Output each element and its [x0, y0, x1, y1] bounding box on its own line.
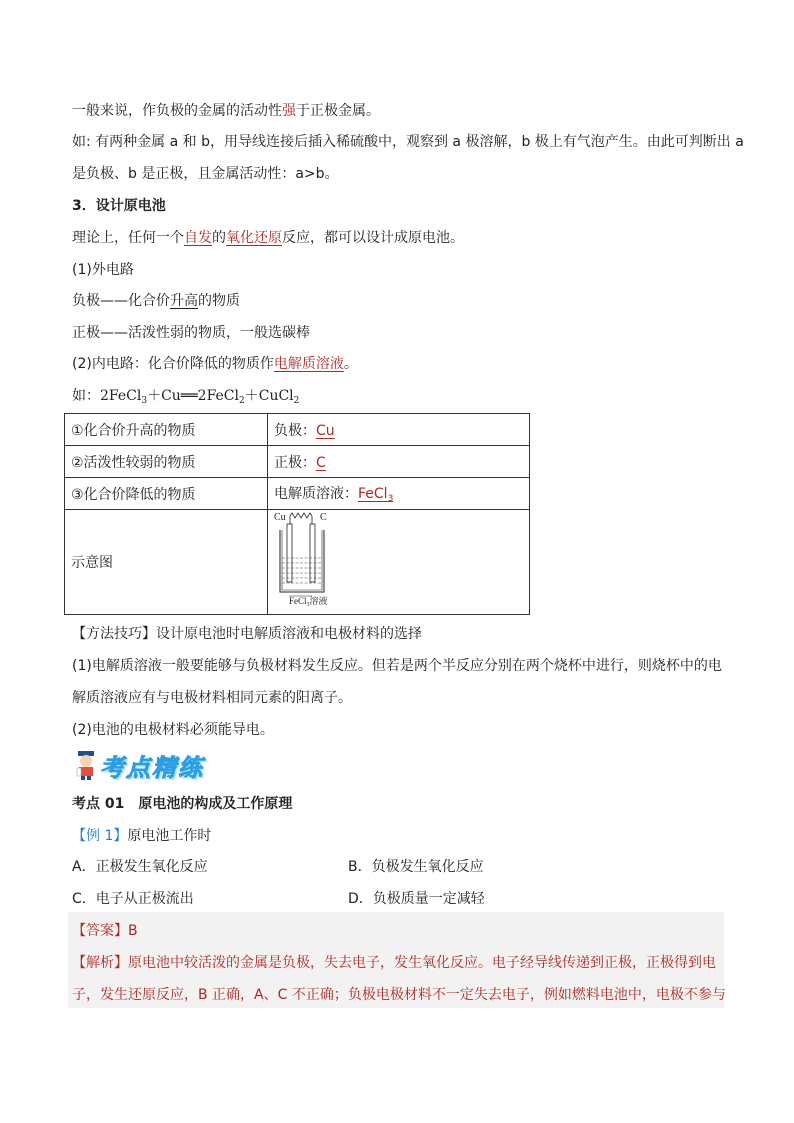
tip2-line: (2)电池的电极材料必须能导电。	[72, 722, 274, 738]
c-label: C	[320, 512, 327, 523]
kaodian-heading: 考点 01 原电池的构成及工作原理	[72, 796, 293, 812]
table-cell: 负极：Cu	[268, 414, 530, 446]
option-a: A．正极发生氧化反应	[72, 859, 208, 875]
analysis-line1: 【解析】原电池中较活泼的金属是负极，失去电子，发生氧化反应。电子经导线传递到正极，正极得到电	[72, 955, 716, 971]
paragraph-activity: 一般来说，作负极的金属的活动性强于正极金属。	[72, 103, 380, 119]
option-d: D．负极质量一定减轻	[348, 891, 485, 907]
tip1-line1: (1)电解质溶液一般要能够与负极材料发生反应。但若是两个半反应分别在两个烧杯中进行，则烧杯中的电	[72, 658, 722, 674]
positive-electrode-line: 正极——活泼性弱的物质，一般选碳棒	[72, 325, 310, 341]
table-cell: 电解质溶液：FeCl$_3$	[268, 478, 530, 510]
inner-circuit-line: (2)内电路：化合价降低的物质作电解质溶液。	[72, 356, 358, 372]
table-cell: ②活泼性较弱的物质	[65, 446, 268, 478]
table-row	[65, 478, 530, 510]
table-row	[65, 510, 530, 615]
table-cell: ③化合价降低的物质	[65, 478, 268, 510]
method-tip-heading: 【方法技巧】设计原电池时电解质溶液和电极材料的选择	[72, 626, 422, 642]
paragraph-example-line2: 是负极、b 是正极，且金属活动性：a>b。	[72, 166, 339, 182]
option-b: B．负极发生氧化反应	[348, 859, 484, 875]
table-row	[65, 446, 530, 478]
table-cell-diagram	[268, 510, 530, 615]
example-question: 【例 1】原电池工作时	[72, 828, 212, 844]
table-cell: 正极：C	[268, 446, 530, 478]
tip1-line2: 解质溶液应有与电极材料相同元素的阳离子。	[72, 690, 352, 706]
student-mascot-icon	[72, 749, 100, 781]
analysis-line2: 子，发生还原反应，B 正确，A、C 不正确；负极电极材料不一定失去电子，例如燃料电池中，电极不参与	[72, 987, 726, 1003]
answer-line: 【答案】B	[72, 923, 138, 939]
banner-title: 考点精练	[100, 753, 204, 782]
paragraph-theory: 理论上，任何一个自发的氧化还原反应，都可以设计成原电池。	[72, 230, 464, 246]
negative-electrode-line: 负极——化合价升高的物质	[72, 293, 240, 309]
wire-icon	[290, 513, 312, 518]
table-cell: ①化合价升高的物质	[65, 414, 268, 446]
cu-label: Cu	[274, 512, 286, 523]
section-heading: 3．设计原电池	[72, 198, 166, 214]
table-cell: 示意图	[65, 510, 268, 615]
reaction-equation: 如：2FeCl$_3$＋Cu══2FeCl$_2$＋CuCl$_2$	[72, 388, 300, 406]
galvanic-cell-diagram	[272, 510, 362, 610]
design-table	[64, 413, 530, 615]
outer-circuit-heading: (1)外电路	[72, 262, 134, 278]
practice-banner	[72, 748, 204, 782]
option-c: C．电子从正极流出	[72, 891, 194, 907]
solution-label: FeCl$_3$溶液	[289, 596, 328, 608]
paragraph-example-line1: 如: 有两种金属 a 和 b，用导线连接后插入稀硫酸中，观察到 a 极溶解，b 极上有气泡产生。由此可判断出 a	[72, 134, 744, 150]
table-row	[65, 414, 530, 446]
